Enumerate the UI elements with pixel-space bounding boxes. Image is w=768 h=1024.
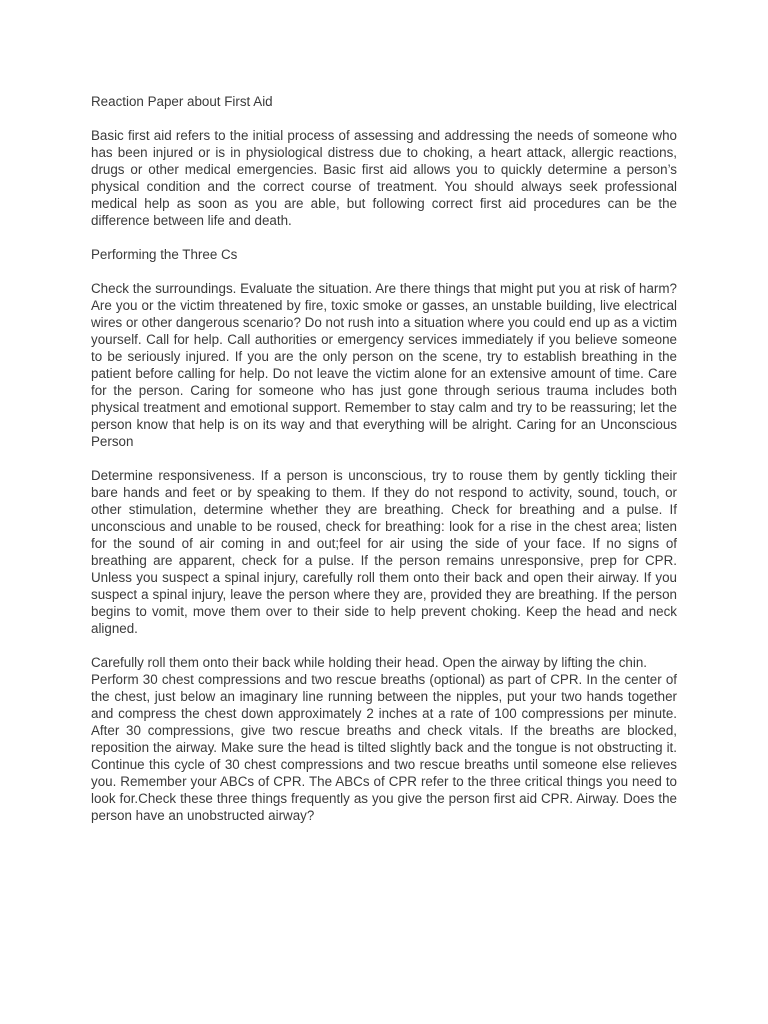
cpr-paragraph: Perform 30 chest compressions and two rescue breaths (optional) as part of CPR. In the center of the chest, just below an imaginary line running between the nipples, put your two hands together and compress the chest down approximately 2 inches at a rate of 100 compressions per minute. After 30 compressions, give two rescue breaths and check vitals. If the breaths are blocked, reposition the airway. Make sure the head is tilted slightly back and the tongue is not obstructing it. Continue this cycle of 30 chest compressions and two rescue breaths until someone else relieves you. Remember your ABCs of CPR. The ABCs of CPR refer to the three critical things you need to look for.Check these three things frequently as you give the person first aid CPR. Airway. Does the person have an unobstructed airway?: [91, 672, 677, 823]
responsiveness-paragraph: Determine responsiveness. If a person is unconscious, try to rouse them by gently tickling their bare hands and feet or by speaking to them. If they do not respond to activity, sound, touch, or other stimulation, determine whether they are breathing. Check for breathing and a pulse. If unconscious and unable to be roused, check for breathing: look for a rise in the chest area; listen for the sound of air coming in and out;feel for air using the side of your face. If no signs of breathing are apparent, check for a pulse. If the person remains unresponsive, prep for CPR. Unless you suspect a spinal injury, carefully roll them onto their back and open their airway. If you suspect a spinal injury, leave the person where they are, provided they are breathing. If the person begins to vomit, move them over to their side to help prevent choking. Keep the head and neck aligned.: [91, 468, 677, 636]
intro-paragraph: Basic first aid refers to the initial process of assessing and addressing the needs of someone who has been injured or is in physiological distress due to choking, a heart attack, allergic reactions, drugs or other medical emergencies. Basic first aid allows you to quickly determine a person’s physical condition and the correct course of treatment. You should always seek professional medical help as soon as you are able, but following correct first aid procedures can be the difference between life and death.: [91, 128, 677, 228]
cpr-section: [91, 654, 677, 824]
check-paragraph: Check the surroundings. Evaluate the situation. Are there things that might put you at risk of harm? Are you or the victim threatened by fire, toxic smoke or gasses, an unstable building, live electrical wires or other dangerous scenario? Do not rush into a situation where you could end up as a victim yourself. Call for help. Call authorities or emergency services immediately if you believe someone to be seriously injured. If you are the only person on the scene, try to establish breathing in the patient before calling for help. Do not leave the victim alone for an extensive amount of time. Care for the person. Caring for someone who has just gone through serious trauma includes both physical treatment and emotional support. Remember to stay calm and try to be reassuring; let the person know that help is on its way and that everything will be alright. Caring for an Unconscious Person: [91, 281, 677, 449]
document-body: [91, 93, 677, 841]
roll-paragraph: Carefully roll them onto their back while holding their head. Open the airway by lifting the chin.: [91, 655, 648, 670]
section-heading: Performing the Three Cs: [91, 247, 238, 262]
document-title: Reaction Paper about First Aid: [91, 94, 273, 109]
